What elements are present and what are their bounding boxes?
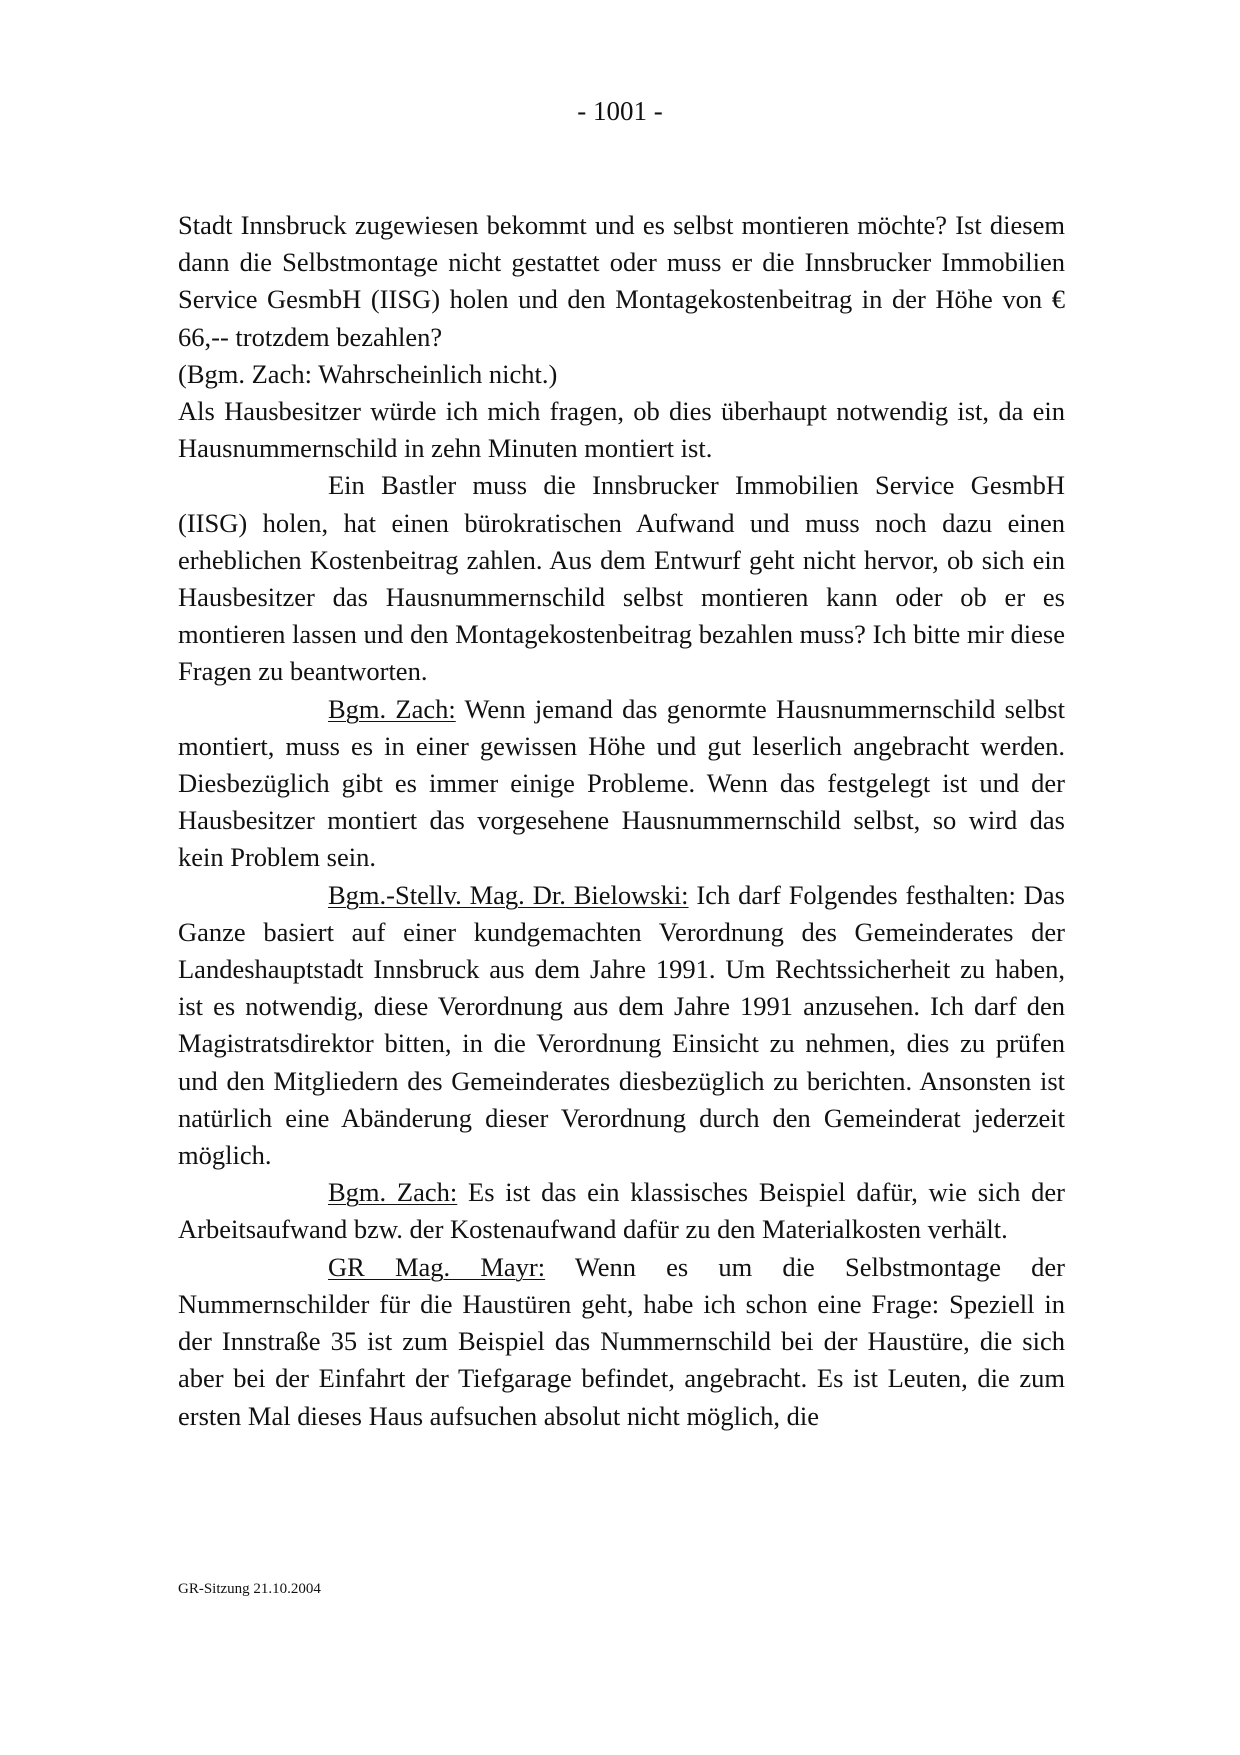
speech-text: Wenn es um die Selbstmontage der Nummernschilder für die Haustüren geht, habe ich schon eine Frage: Speziell in der Innstraße 35 ist zum Beispiel das Nummernschild bei der Haustüre, die sich aber bei der Einfahrt der Tiefgarage befindet, angebracht. Es ist Leuten, die zum ersten Mal dieses Haus aufsuchen absolut nicht möglich, die [178, 1251, 1066, 1431]
speaker-name: Bgm.-Stellv. Mag. Dr. Bielowski: [328, 879, 689, 910]
page-number: - 1001 - [577, 96, 663, 126]
paragraph-mayr [178, 1249, 1065, 1435]
speaker-name: GR Mag. Mayr: [328, 1251, 546, 1282]
speech-text: Es ist das ein klassisches Beispiel dafür, wie sich der Arbeitsaufwand bzw. der Kostenaufwand dafür zu den Materialkosten verhält. [178, 1177, 1065, 1245]
paragraph-zach-2 [178, 1174, 1065, 1248]
paragraph-bielowski [178, 877, 1065, 1175]
speaker-name: Bgm. Zach: [328, 1177, 458, 1208]
paragraph-continuation: Stadt Innsbruck zugewiesen bekommt und es selbst montieren möchte? Ist diesem dann die Selbstmontage nicht gestattet oder muss er die Innsbrucker Immobilien Service GesmbH (IISG) holen und den Montagekostenbeitrag in der Höhe von € 66,-- trotzdem bezahlen? [178, 210, 1065, 352]
paragraph-interjection: (Bgm. Zach: Wahrscheinlich nicht.) [178, 358, 558, 389]
speech-text: Ich darf Folgendes festhalten: Das Ganze basiert auf einer kundgemachten Verordnung des Gemeinderates der Landeshauptstadt Innsbruck aus dem Jahre 1991. Um Rechtssicherheit zu haben, ist es notwendig, diese Verordnung aus dem Jahre 1991 anzusehen. Ich darf den Magistratsdirektor bitten, in die Verordnung Einsicht zu nehmen, dies zu prüfen und den Mitgliedern des Gemeinderates diesbezüglich zu berichten. Ansonsten ist natürlich eine Abänderung dieser Verordnung durch den Gemeinderat jederzeit möglich. [178, 879, 1065, 1171]
paragraph-zach-1 [178, 691, 1065, 877]
paragraph-statement: Als Hausbesitzer würde ich mich fragen, ob dies überhaupt notwendig ist, da ein Hausnummernschild in zehn Minuten montiert ist. [178, 396, 1065, 464]
speaker-name: Bgm. Zach: [328, 693, 456, 724]
document-body [178, 207, 1065, 1435]
footer-session: GR-Sitzung 21.10.2004 [178, 1581, 321, 1597]
paragraph-bastler: Ein Bastler muss die Innsbrucker Immobilien Service GesmbH (IISG) holen, hat einen bürokratischen Aufwand und muss noch dazu einen erheblichen Kostenbeitrag zahlen. Aus dem Entwurf geht nicht hervor, ob sich ein Hausbesitzer das Hausnummernschild selbst montieren kann oder ob er es montieren lassen und den Montagekostenbeitrag bezahlen muss? Ich bitte mir diese Fragen zu beantworten. [178, 470, 1065, 687]
speech-text: Wenn jemand das genormte Hausnummernschild selbst montiert, muss es in einer gewissen Höhe und gut leserlich angebracht werden. Diesbezüglich gibt es immer einige Probleme. Wenn das festgelegt ist und der Hausbesitzer montiert das vorgesehene Hausnummernschild selbst, so wird das kein Problem sein. [178, 693, 1065, 873]
